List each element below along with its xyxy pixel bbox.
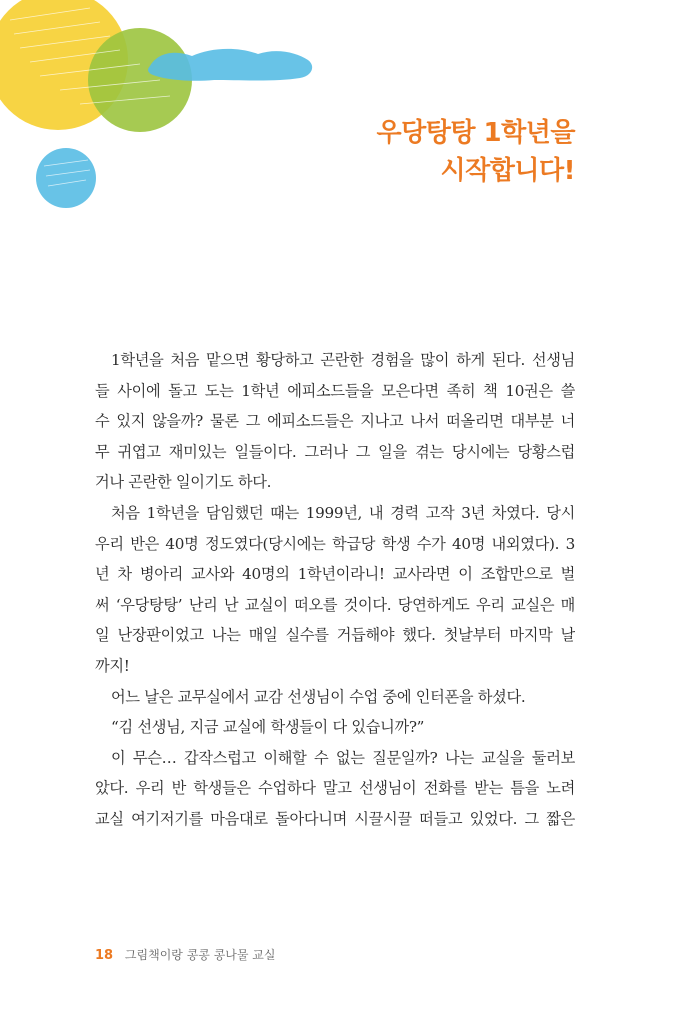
text-line: 어느 날은 교무실에서 교감 선생님이 수업 중에 인터폰을 하셨다. <box>111 687 526 706</box>
text-line: 처음 1학년을 담임했던 때는 1999년, 내 경력 고작 3년 차였다. 당시 <box>111 503 575 522</box>
running-book-title: 그림책이랑 콩콩 콩나물 교실 <box>124 948 276 962</box>
chapter-title-line-1: 우당탕탕 1학년을 <box>376 118 575 148</box>
text-line: “김 선생님, 지금 교실에 학생들이 다 있습니까?” <box>111 718 425 737</box>
text-line: 교실 여기저기를 마음대로 돌아다니며 시끌시끌 떠들고 있었다. 그 짧은 <box>95 809 575 828</box>
text-line: 수 있지 않을까? 물론 그 에피소드들은 지나고 나서 떠올리면 대부분 너 <box>95 412 575 431</box>
text-line: 1학년을 처음 맡으면 황당하고 곤란한 경험을 많이 하게 된다. 선생님 <box>111 351 575 369</box>
text-line: 이 무슨… 갑작스럽고 이해할 수 없는 질문일까? 나는 교실을 둘러보 <box>111 748 575 767</box>
text-line: 무 귀엽고 재미있는 일들이다. 그러나 그 일을 겪는 당시에는 당황스럽 <box>95 442 575 461</box>
text-line: 거나 곤란한 일이기도 하다. <box>95 473 272 492</box>
text-line: 써 ‘우당탕탕’ 난리 난 교실이 떠오를 것이다. 당연하게도 우리 교실은 매 <box>95 595 575 614</box>
green-blob <box>88 28 192 132</box>
watercolor-decoration <box>0 0 691 230</box>
page-footer <box>95 946 275 963</box>
blue-cloud-blob <box>148 49 312 81</box>
text-line: 았다. 우리 반 학생들은 수업하다 말고 선생님이 전화를 받는 틈을 노려 <box>95 779 575 798</box>
blue-blob <box>36 148 96 208</box>
text-line: 우리 반은 40명 정도였다(당시에는 학급당 학생 수가 40명 내외였다). 3 <box>95 534 575 553</box>
page-number: 18 <box>95 948 114 963</box>
chapter-title-line-2: 시작합니다! <box>440 156 575 186</box>
text-line: 일 난장판이었고 나는 매일 실수를 거듭해야 했다. 첫날부터 마지막 날 <box>95 626 575 645</box>
text-line: 까지! <box>95 656 130 675</box>
text-line: 년 차 병아리 교사와 40명의 1학년이라니! 교사라면 이 조합만으로 벌 <box>95 565 575 584</box>
chapter-title <box>377 114 575 190</box>
body-text <box>95 345 575 835</box>
text-line: 들 사이에 돌고 도는 1학년 에피소드들을 모은다면 족히 책 10권은 쓸 <box>95 381 575 400</box>
